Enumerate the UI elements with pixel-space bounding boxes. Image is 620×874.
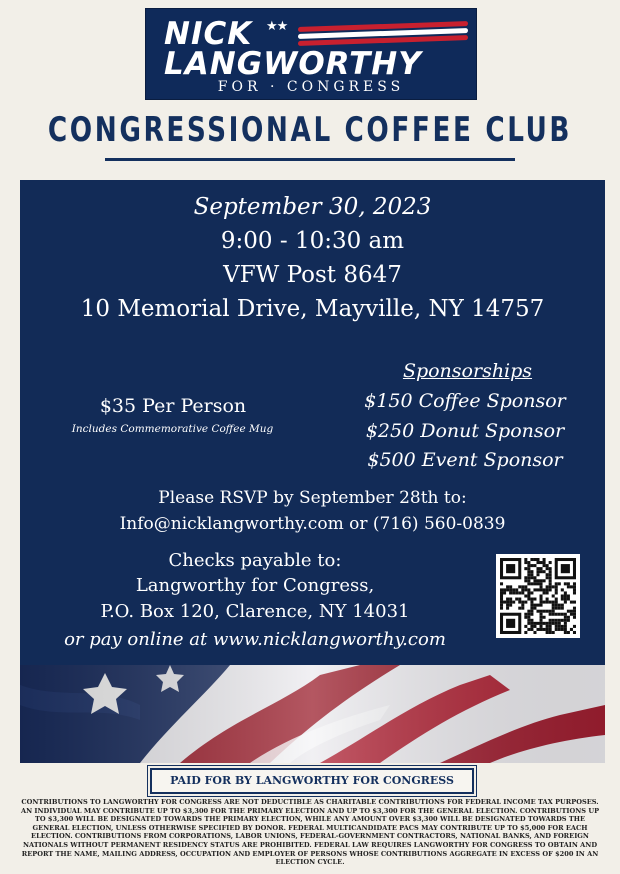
title-divider — [105, 158, 515, 161]
ticket-price: $35 Per Person — [99, 395, 247, 417]
sponsorship-item: $250 Donut Sponsor — [365, 420, 565, 442]
paid-for-by-notice: PAID FOR BY LANGWORTHY FOR CONGRESS — [150, 768, 474, 794]
ticket-price-note: Includes Commemorative Coffee Mug — [71, 423, 274, 435]
event-time: 9:00 - 10:30 am — [220, 228, 405, 254]
checks-payee: Langworthy for Congress, — [135, 575, 375, 596]
campaign-logo — [145, 8, 477, 100]
american-flag-image — [20, 665, 605, 763]
rsvp-instruction: Please RSVP by September 28th to: — [158, 488, 467, 508]
stars-icon: ★★ — [266, 19, 288, 34]
event-venue: VFW Post 8647 — [223, 262, 402, 288]
logo-last-name: LANGWORTHY — [164, 46, 422, 82]
event-address: 10 Memorial Drive, Mayville, NY 14757 — [80, 296, 545, 322]
sponsorship-item: $150 Coffee Sponsor — [364, 390, 566, 412]
page-title: CONGRESSIONAL COFFEE CLUB — [47, 110, 573, 150]
sponsorship-item: $500 Event Sponsor — [367, 449, 563, 471]
event-details-panel — [20, 180, 605, 665]
logo-first-name: NICK — [164, 16, 253, 52]
pay-online-link[interactable]: or pay online at www.nicklangworthy.com — [64, 629, 446, 650]
checks-mailing-address: P.O. Box 120, Clarence, NY 14031 — [100, 601, 410, 622]
legal-disclaimer: CONTRIBUTIONS TO LANGWORTHY FOR CONGRESS ARE NOT DEDUCTIBLE AS CHARITABLE CONTRIBUTIONS FOR FEDERAL INCOME TAX PURPOSES. AN INDIVIDUAL MAY CONTRIBUTE UP TO $3,300 FOR THE PRIMARY ELECTION AND UP TO $3,300 FOR THE GENERAL ELECTION. CONTRIBUTIONS UP TO $3,300 WILL BE DESIGNATED TOWARDS THE PRIMARY ELECTION, WHILE ANY AMOUNT OVER $3,300 WILL BE DESIGNATED TOWARDS THE GENERAL ELECTION, UNLESS OTHERWISE SPECIFIED BY DONOR. FEDERAL MULTICANDIDATE PACS MAY CONTRIBUTE UP TO $5,000 FOR EACH ELECTION. CONTRIBUTIONS FROM CORPORATIONS, LABOR UNIONS, FEDERAL-GOVERNMENT CONTRACTORS, NATIONAL BANKS, AND FOREIGN NATIONALS WITHOUT PERMANENT RESIDENCY STATUS ARE PROHIBITED. FEDERAL LAW REQUIRES LANGWORTHY FOR CONGRESS TO OBTAIN AND REPORT THE NAME, MAILING ADDRESS, OCCUPATION AND EMPLOYER OF PERSONS WHOSE CONTRIBUTIONS AGGREGATE IN EXCESS OF $200 IN AN ELECTION CYCLE. — [20, 798, 600, 867]
logo-subtitle: FOR · CONGRESS — [217, 79, 405, 95]
event-date: September 30, 2023 — [193, 194, 432, 220]
qr-code-image — [496, 554, 580, 638]
qr-code[interactable] — [496, 554, 580, 638]
rsvp-contact[interactable]: Info@nicklangworthy.com or (716) 560-0839 — [119, 514, 506, 534]
sponsorships-heading: Sponsorships — [402, 360, 533, 382]
checks-heading: Checks payable to: — [168, 550, 342, 571]
